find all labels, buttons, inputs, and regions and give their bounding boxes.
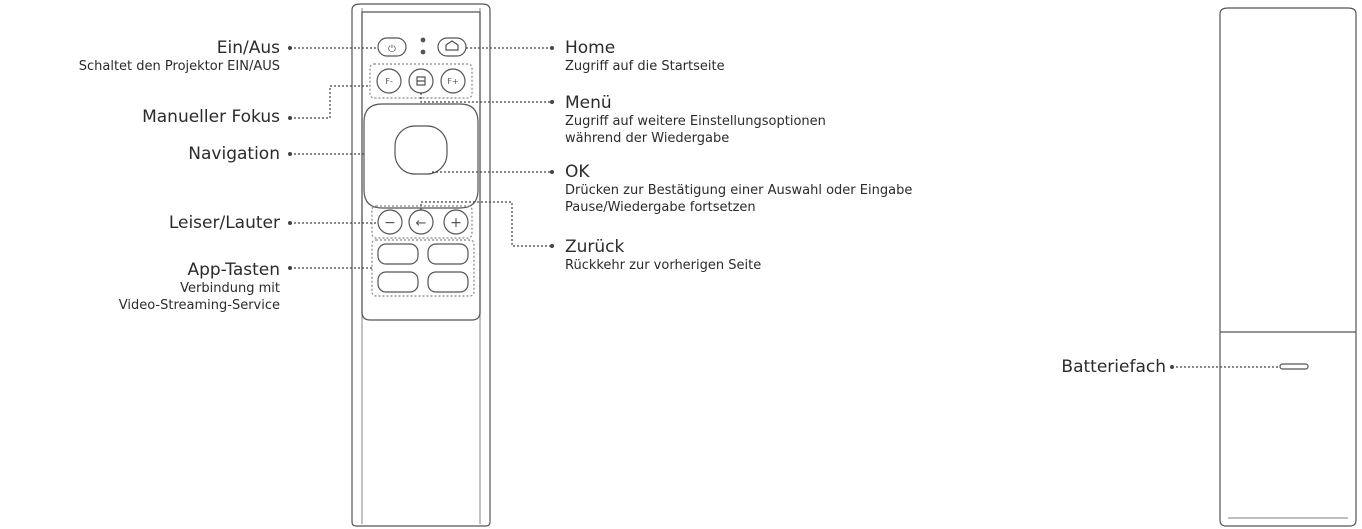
power-icon: ⏻ [388,44,396,55]
battery-latch [1280,364,1308,369]
label-back-title: Zurück [565,237,625,257]
label-home-desc: Zugriff auf die Startseite [565,59,725,74]
leader-dot [550,100,554,104]
leader-dot [288,221,292,225]
leader-dot [1170,365,1174,369]
front-top-panel [362,12,480,320]
label-menu-title: Menü [565,93,612,113]
label-back [565,237,761,274]
menu-icon [417,77,425,85]
label-power-title: Ein/Aus [216,38,280,58]
leader-dot [288,266,292,270]
label-apps-title: App-Tasten [187,260,280,280]
focus-minus-glyph: F- [385,77,393,86]
label-volume [169,213,280,233]
label-volume-title: Leiser/Lauter [168,213,280,233]
label-power [79,38,280,75]
label-ok-desc-1: Drücken zur Bestätigung einer Auswahl oder Eingabe [565,183,913,198]
front-remote-body [352,4,490,526]
label-battery [1061,357,1166,377]
volume-down-glyph: − [384,215,396,231]
app-button-2 [428,244,468,264]
label-battery-title: Batteriefach [1061,357,1166,377]
label-navigation [188,144,280,164]
leader-dot [550,244,554,248]
label-back-desc: Rückkehr zur vorherigen Seite [565,258,762,273]
label-apps-desc-2: Video-Streaming-Service [118,298,280,313]
leader-dot [288,152,292,156]
label-home [565,38,725,75]
home-icon [446,41,458,50]
leader-dot [288,46,292,50]
app-group-box [372,240,474,296]
indicator-led [421,50,425,54]
label-navigation-title: Navigation [188,144,280,164]
indicator-led [421,38,425,42]
leader-dot [288,116,292,120]
back-arrow-icon: ← [415,216,427,231]
back-remote-body [1220,8,1356,526]
leader-menu [421,93,552,102]
label-focus [142,107,280,127]
label-power-desc: Schaltet den Projektor EIN/AUS [78,59,280,74]
navigation-ring [364,104,478,208]
label-ok [565,162,912,216]
app-button-4 [428,272,468,292]
label-ok-title: OK [565,162,590,182]
label-apps-desc-1: Verbindung mit [180,281,280,296]
focus-plus-glyph: F+ [447,77,459,86]
label-menu-desc-2: während der Wiedergabe [565,131,730,146]
volume-up-glyph: + [450,215,462,231]
ok-button [395,126,447,174]
leader-dot [550,46,554,50]
label-ok-desc-2: Pause/Wiedergabe fortsetzen [565,200,756,215]
label-apps [119,260,280,314]
app-button-3 [378,272,418,292]
label-focus-title: Manueller Fokus [142,107,280,127]
leader-dot [550,170,554,174]
label-home-title: Home [565,38,616,58]
label-menu [565,93,826,147]
leader-focus [290,86,370,118]
label-menu-desc-1: Zugriff auf weitere Einstellungsoptionen [565,114,826,129]
app-button-1 [378,244,418,264]
